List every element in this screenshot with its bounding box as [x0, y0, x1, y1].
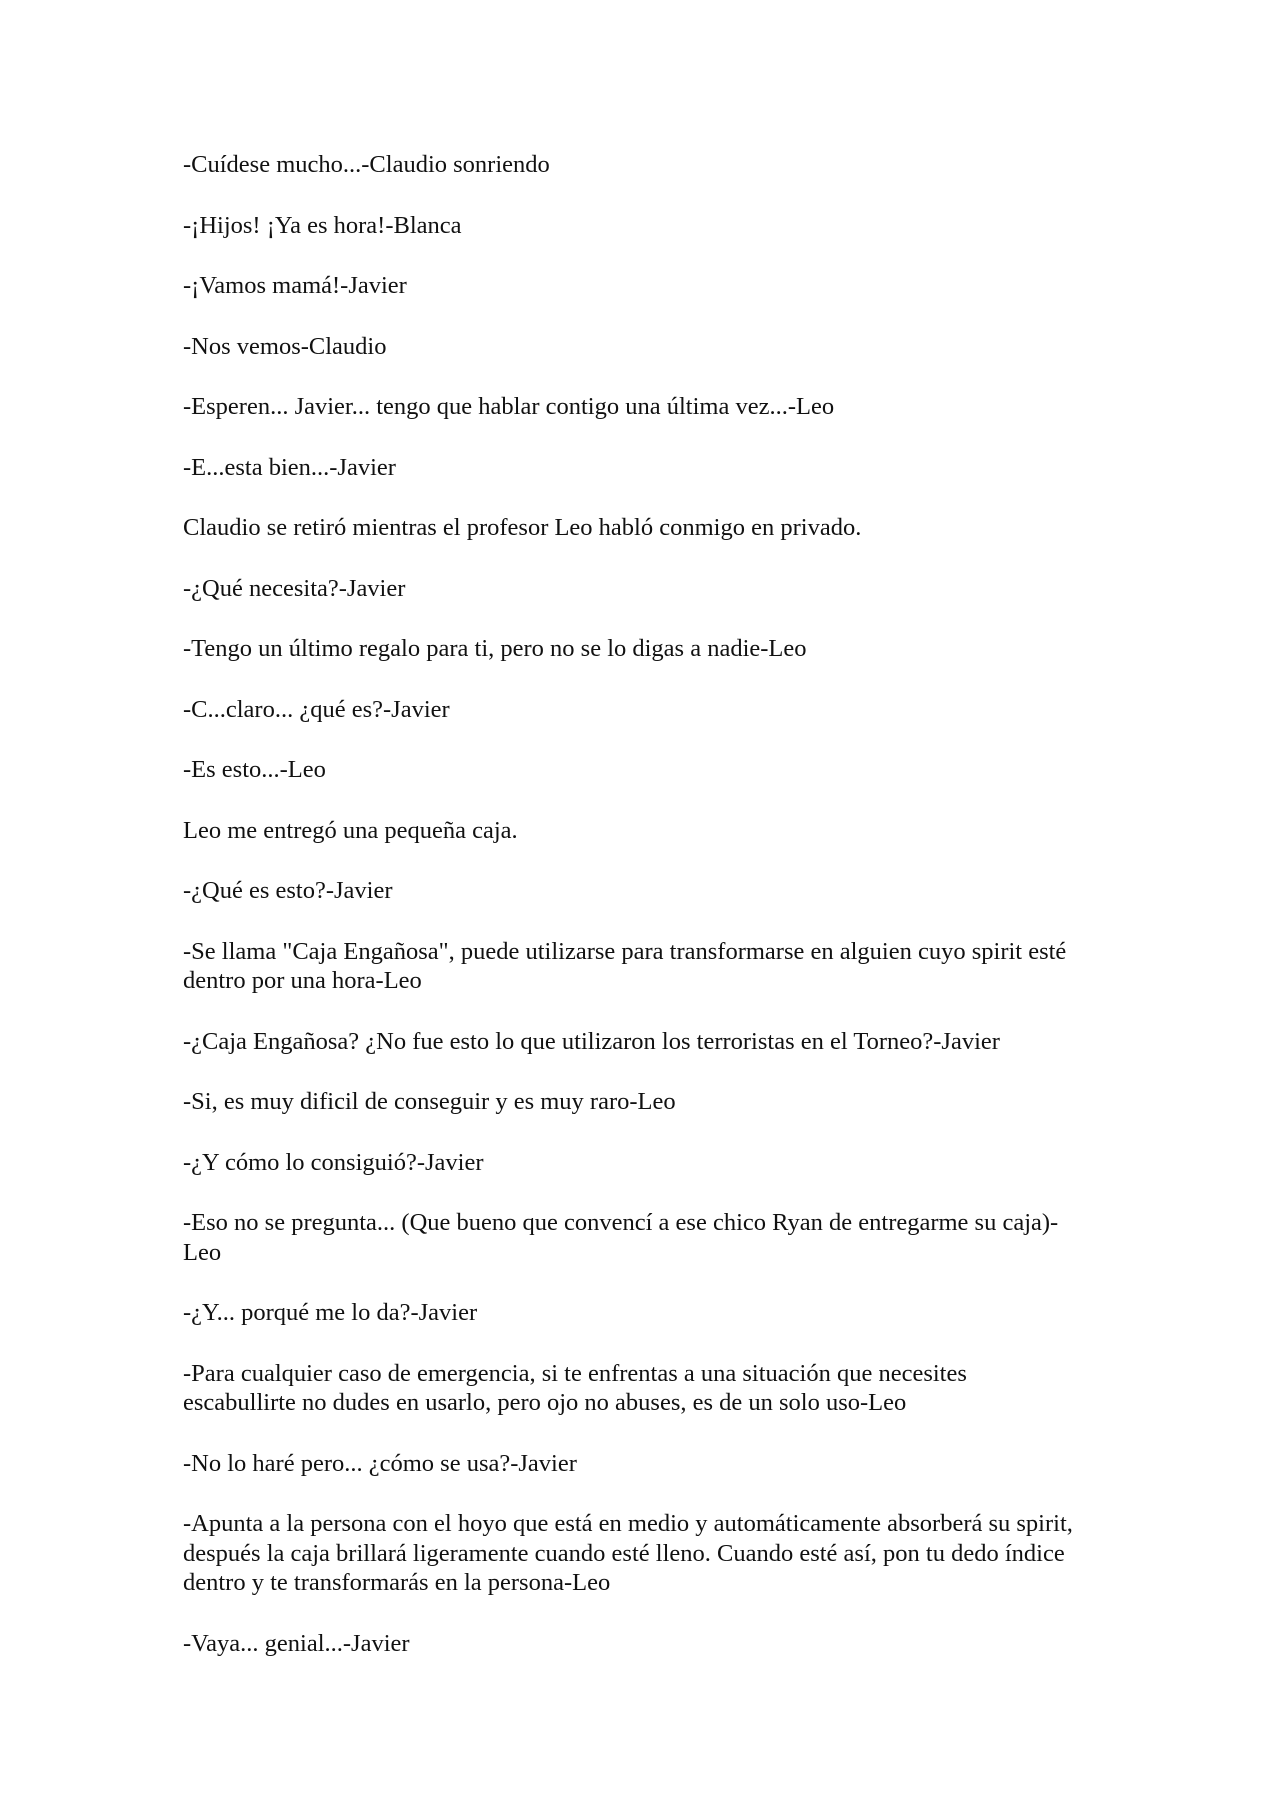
paragraph: -Vaya... genial...-Javier [183, 1629, 410, 1657]
paragraph: -¡Hijos! ¡Ya es hora!-Blanca [183, 211, 462, 239]
paragraph: -¿Qué es esto?-Javier [183, 877, 393, 904]
document-body [183, 150, 1083, 1689]
paragraph: -¡Vamos mamá!-Javier [183, 272, 407, 299]
paragraph: -Nos vemos-Claudio [183, 332, 387, 360]
paragraph: Leo me entregó una pequeña caja. [183, 816, 518, 844]
paragraph: -No lo haré pero... ¿cómo se usa?-Javier [183, 1449, 577, 1477]
paragraph: -Tengo un último regalo para ti, pero no se lo digas a nadie-Leo [183, 635, 807, 662]
paragraph: -Eso no se pregunta... (Que bueno que convencí a ese chico Ryan de entregarme su caja)-Leo [183, 1209, 1059, 1266]
paragraph: -E...esta bien...-Javier [183, 453, 396, 481]
paragraph: -Si, es muy dificil de conseguir y es muy raro-Leo [183, 1088, 676, 1115]
paragraph: -¿Y... porqué me lo da?-Javier [183, 1299, 478, 1326]
paragraph: -Esperen... Javier... tengo que hablar contigo una última vez...-Leo [183, 393, 835, 420]
paragraph: -¿Caja Engañosa? ¿No fue esto lo que utilizaron los terroristas en el Torneo?-Javier [183, 1027, 1000, 1055]
paragraph: -Es esto...-Leo [183, 756, 326, 783]
paragraph: -Para cualquier caso de emergencia, si te enfrentas a una situación que necesites escabullirte no dudes en usarlo, pero ojo no abuses, es de un solo uso-Leo [183, 1359, 967, 1416]
paragraph: -¿Qué necesita?-Javier [183, 574, 406, 602]
paragraph: Claudio se retiró mientras el profesor Leo habló conmigo en privado. [183, 514, 862, 541]
paragraph: -Apunta a la persona con el hoyo que está en medio y automáticamente absorberá su spirit, después la caja brillará ligeramente cuando esté lleno. Cuando esté así, pon tu dedo índice dentro y te transformarás en la persona-Leo [183, 1510, 1073, 1596]
paragraph: -Cuídese mucho...-Claudio sonriendo [183, 151, 550, 178]
paragraph: -Se llama "Caja Engañosa", puede utilizarse para transformarse en alguien cuyo spirit esté dentro por una hora-Leo [183, 937, 1067, 994]
paragraph: -¿Y cómo lo consiguió?-Javier [183, 1148, 484, 1176]
paragraph: -C...claro... ¿qué es?-Javier [183, 695, 450, 723]
